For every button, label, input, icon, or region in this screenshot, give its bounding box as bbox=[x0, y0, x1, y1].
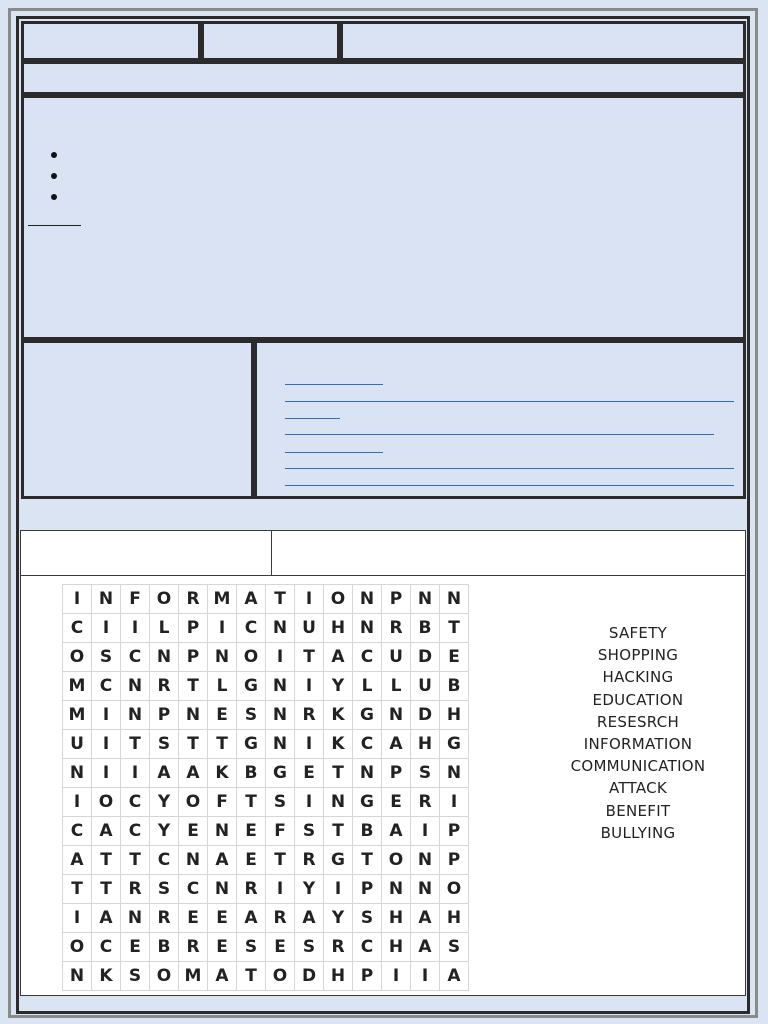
grid-cell: N bbox=[266, 701, 295, 730]
grid-cell: T bbox=[121, 730, 150, 759]
grid-cell: N bbox=[179, 846, 208, 875]
grid-cell: M bbox=[179, 962, 208, 991]
grid-cell: G bbox=[237, 730, 266, 759]
grid-cell: R bbox=[179, 585, 208, 614]
grid-cell: G bbox=[353, 788, 382, 817]
grid-cell: S bbox=[353, 904, 382, 933]
grid-cell: N bbox=[208, 817, 237, 846]
grid-cell: I bbox=[411, 817, 440, 846]
grid-cell: F bbox=[208, 788, 237, 817]
grid-cell: H bbox=[382, 933, 411, 962]
grid-cell: M bbox=[208, 585, 237, 614]
link-line[interactable] bbox=[285, 384, 383, 385]
grid-cell: D bbox=[295, 962, 324, 991]
grid-cell: K bbox=[208, 759, 237, 788]
grid-cell: B bbox=[237, 759, 266, 788]
wordsearch-name-field bbox=[20, 530, 272, 576]
grid-cell: P bbox=[150, 701, 179, 730]
links-box bbox=[254, 340, 746, 499]
grid-cell: C bbox=[92, 933, 121, 962]
grid-cell: Y bbox=[150, 788, 179, 817]
grid-cell: N bbox=[92, 585, 121, 614]
grid-cell: S bbox=[266, 788, 295, 817]
grid-cell: C bbox=[353, 643, 382, 672]
grid-cell: N bbox=[411, 875, 440, 904]
word-list-item: SAFETY bbox=[608, 624, 668, 642]
header-name-field bbox=[21, 21, 201, 61]
grid-cell: E bbox=[382, 788, 411, 817]
grid-cell: E bbox=[237, 817, 266, 846]
grid-cell: S bbox=[411, 759, 440, 788]
grid-cell: A bbox=[411, 933, 440, 962]
grid-cell: S bbox=[237, 933, 266, 962]
grid-cell: I bbox=[63, 585, 92, 614]
grid-cell: H bbox=[382, 904, 411, 933]
link-line[interactable] bbox=[285, 434, 714, 435]
word-list-item: BULLYING bbox=[600, 823, 676, 842]
grid-cell: B bbox=[411, 614, 440, 643]
grid-cell: I bbox=[295, 672, 324, 701]
grid-cell: P bbox=[382, 759, 411, 788]
grid-cell: I bbox=[63, 788, 92, 817]
grid-cell: B bbox=[440, 672, 469, 701]
grid-cell: C bbox=[150, 846, 179, 875]
grid-cell: O bbox=[324, 585, 353, 614]
bullet-dot-icon bbox=[51, 152, 57, 158]
grid-cell: N bbox=[121, 701, 150, 730]
grid-cell: O bbox=[92, 788, 121, 817]
grid-cell: T bbox=[266, 846, 295, 875]
grid-cell: C bbox=[353, 730, 382, 759]
grid-cell: F bbox=[121, 585, 150, 614]
grid-cell: L bbox=[382, 672, 411, 701]
grid-cell: D bbox=[411, 701, 440, 730]
grid-cell: E bbox=[208, 904, 237, 933]
grid-cell: A bbox=[324, 643, 353, 672]
grid-cell: T bbox=[179, 730, 208, 759]
grid-cell: P bbox=[440, 846, 469, 875]
grid-cell: N bbox=[63, 759, 92, 788]
grid-cell: N bbox=[411, 846, 440, 875]
word-list-item: COMMUNICATION bbox=[570, 757, 706, 776]
grid-cell: N bbox=[121, 672, 150, 701]
grid-cell: N bbox=[324, 788, 353, 817]
grid-cell: N bbox=[411, 585, 440, 614]
grid-cell: I bbox=[121, 614, 150, 643]
grid-cell: C bbox=[121, 817, 150, 846]
word-list-item: SHOPPING bbox=[597, 646, 679, 665]
grid-cell: I bbox=[295, 730, 324, 759]
grid-cell: H bbox=[411, 730, 440, 759]
grid-cell: T bbox=[92, 846, 121, 875]
grid-cell: N bbox=[208, 643, 237, 672]
grid-cell: E bbox=[121, 933, 150, 962]
subtitle-bar bbox=[21, 61, 746, 95]
grid-cell: I bbox=[92, 730, 121, 759]
grid-cell: S bbox=[150, 730, 179, 759]
grid-cell: S bbox=[440, 933, 469, 962]
grid-cell: T bbox=[92, 875, 121, 904]
main-content-box bbox=[21, 95, 746, 340]
grid-cell: U bbox=[411, 672, 440, 701]
grid-cell: R bbox=[266, 904, 295, 933]
grid-cell: T bbox=[63, 875, 92, 904]
grid-cell: I bbox=[324, 875, 353, 904]
grid-cell: C bbox=[353, 933, 382, 962]
grid-cell: O bbox=[150, 962, 179, 991]
grid-cell: T bbox=[237, 962, 266, 991]
header-date-field bbox=[201, 21, 340, 61]
grid-cell: T bbox=[353, 846, 382, 875]
grid-cell: U bbox=[295, 614, 324, 643]
grid-cell: T bbox=[266, 585, 295, 614]
grid-cell: O bbox=[63, 933, 92, 962]
grid-cell: H bbox=[324, 962, 353, 991]
word-list-item: ATTACK bbox=[608, 779, 668, 798]
grid-cell: R bbox=[411, 788, 440, 817]
word-list-item: HACKING bbox=[602, 668, 674, 687]
underline-rule bbox=[28, 225, 81, 226]
grid-cell: S bbox=[237, 701, 266, 730]
grid-cell: I bbox=[92, 701, 121, 730]
grid-cell: A bbox=[92, 817, 121, 846]
grid-cell: K bbox=[324, 730, 353, 759]
grid-cell: E bbox=[266, 933, 295, 962]
grid-cell: E bbox=[208, 933, 237, 962]
grid-cell: R bbox=[121, 875, 150, 904]
link-line[interactable] bbox=[285, 418, 340, 419]
grid-cell: I bbox=[295, 585, 324, 614]
grid-cell: N bbox=[440, 759, 469, 788]
grid-cell: T bbox=[295, 643, 324, 672]
grid-cell: B bbox=[353, 817, 382, 846]
grid-cell: R bbox=[179, 933, 208, 962]
grid-cell: C bbox=[92, 672, 121, 701]
grid-cell: M bbox=[63, 701, 92, 730]
grid-cell: B bbox=[150, 933, 179, 962]
grid-cell: N bbox=[266, 614, 295, 643]
grid-cell: I bbox=[382, 962, 411, 991]
word-list bbox=[568, 622, 708, 844]
grid-cell: I bbox=[63, 904, 92, 933]
grid-cell: R bbox=[382, 614, 411, 643]
grid-cell: E bbox=[208, 701, 237, 730]
grid-cell: A bbox=[295, 904, 324, 933]
grid-cell: P bbox=[179, 614, 208, 643]
link-line[interactable] bbox=[285, 468, 734, 469]
grid-cell: L bbox=[208, 672, 237, 701]
grid-cell: A bbox=[440, 962, 469, 991]
grid-cell: I bbox=[295, 788, 324, 817]
grid-cell: T bbox=[440, 614, 469, 643]
grid-cell: M bbox=[63, 672, 92, 701]
grid-cell: S bbox=[295, 933, 324, 962]
grid-cell: I bbox=[208, 614, 237, 643]
grid-cell: O bbox=[179, 788, 208, 817]
word-list-item: INFORMATION bbox=[583, 735, 693, 754]
grid-cell: I bbox=[92, 614, 121, 643]
grid-cell: G bbox=[237, 672, 266, 701]
grid-cell: T bbox=[324, 759, 353, 788]
grid-cell: N bbox=[63, 962, 92, 991]
grid-cell: A bbox=[150, 759, 179, 788]
grid-cell: R bbox=[295, 846, 324, 875]
grid-cell: N bbox=[353, 759, 382, 788]
grid-cell: C bbox=[121, 788, 150, 817]
grid-cell: S bbox=[295, 817, 324, 846]
grid-cell: D bbox=[411, 643, 440, 672]
grid-cell: E bbox=[440, 643, 469, 672]
grid-cell: N bbox=[179, 701, 208, 730]
grid-cell: L bbox=[150, 614, 179, 643]
grid-cell: A bbox=[237, 904, 266, 933]
grid-cell: O bbox=[63, 643, 92, 672]
grid-cell: G bbox=[353, 701, 382, 730]
grid-cell: Y bbox=[150, 817, 179, 846]
grid-cell: A bbox=[179, 759, 208, 788]
grid-cell: I bbox=[121, 759, 150, 788]
grid-cell: Y bbox=[295, 875, 324, 904]
grid-cell: A bbox=[237, 585, 266, 614]
grid-cell: E bbox=[179, 817, 208, 846]
grid-cell: C bbox=[179, 875, 208, 904]
grid-cell: Y bbox=[324, 904, 353, 933]
grid-cell: A bbox=[92, 904, 121, 933]
grid-cell: P bbox=[353, 875, 382, 904]
grid-cell: E bbox=[237, 846, 266, 875]
grid-cell: A bbox=[382, 817, 411, 846]
grid-cell: O bbox=[382, 846, 411, 875]
grid-cell: N bbox=[121, 904, 150, 933]
word-list-item: RESESRCH bbox=[596, 712, 680, 731]
grid-cell: A bbox=[208, 846, 237, 875]
grid-cell: G bbox=[440, 730, 469, 759]
grid-cell: K bbox=[324, 701, 353, 730]
link-line[interactable] bbox=[285, 401, 734, 402]
grid-cell: N bbox=[150, 643, 179, 672]
grid-cell: U bbox=[382, 643, 411, 672]
grid-cell: A bbox=[63, 846, 92, 875]
grid-cell: I bbox=[411, 962, 440, 991]
grid-cell: I bbox=[92, 759, 121, 788]
grid-cell: O bbox=[266, 962, 295, 991]
grid-cell: T bbox=[121, 846, 150, 875]
grid-cell: P bbox=[353, 962, 382, 991]
link-line[interactable] bbox=[285, 485, 734, 486]
grid-cell: N bbox=[266, 730, 295, 759]
grid-cell: P bbox=[440, 817, 469, 846]
header-title-field bbox=[340, 21, 746, 61]
grid-cell: P bbox=[382, 585, 411, 614]
grid-cell: A bbox=[382, 730, 411, 759]
grid-cell: N bbox=[353, 585, 382, 614]
grid-cell: K bbox=[92, 962, 121, 991]
grid-cell: R bbox=[324, 933, 353, 962]
grid-cell: T bbox=[179, 672, 208, 701]
grid-cell: H bbox=[324, 614, 353, 643]
grid-cell: Y bbox=[324, 672, 353, 701]
grid-cell: O bbox=[440, 875, 469, 904]
grid-cell: C bbox=[121, 643, 150, 672]
grid-cell: O bbox=[150, 585, 179, 614]
grid-cell: I bbox=[266, 643, 295, 672]
grid-cell: R bbox=[237, 875, 266, 904]
grid-cell: U bbox=[63, 730, 92, 759]
grid-cell: S bbox=[121, 962, 150, 991]
grid-cell: G bbox=[324, 846, 353, 875]
bullet-dot-icon bbox=[51, 173, 57, 179]
grid-cell: S bbox=[150, 875, 179, 904]
image-box bbox=[21, 340, 254, 499]
grid-cell: C bbox=[237, 614, 266, 643]
grid-cell: A bbox=[208, 962, 237, 991]
grid-cell: I bbox=[440, 788, 469, 817]
word-list-item: EDUCATION bbox=[592, 690, 684, 709]
grid-cell: I bbox=[266, 875, 295, 904]
grid-cell: G bbox=[266, 759, 295, 788]
grid-cell: C bbox=[63, 614, 92, 643]
wordsearch-grid bbox=[62, 584, 469, 991]
grid-cell: N bbox=[440, 585, 469, 614]
grid-cell: O bbox=[237, 643, 266, 672]
wordsearch-title-field bbox=[271, 530, 746, 576]
grid-cell: T bbox=[237, 788, 266, 817]
grid-cell: N bbox=[353, 614, 382, 643]
grid-cell: L bbox=[353, 672, 382, 701]
grid-cell: C bbox=[63, 817, 92, 846]
word-list-item: BENEFIT bbox=[605, 801, 671, 820]
grid-cell: R bbox=[150, 672, 179, 701]
grid-cell: H bbox=[440, 701, 469, 730]
grid-cell: H bbox=[440, 904, 469, 933]
grid-cell: N bbox=[266, 672, 295, 701]
grid-cell: A bbox=[411, 904, 440, 933]
grid-cell: N bbox=[382, 875, 411, 904]
bullet-dot-icon bbox=[51, 194, 57, 200]
grid-cell: R bbox=[150, 904, 179, 933]
grid-cell: E bbox=[179, 904, 208, 933]
grid-cell: N bbox=[382, 701, 411, 730]
grid-cell: F bbox=[266, 817, 295, 846]
grid-cell: N bbox=[208, 875, 237, 904]
grid-cell: E bbox=[295, 759, 324, 788]
grid-cell: T bbox=[208, 730, 237, 759]
grid-cell: P bbox=[179, 643, 208, 672]
link-line[interactable] bbox=[285, 452, 383, 453]
grid-cell: S bbox=[92, 643, 121, 672]
grid-cell: R bbox=[295, 701, 324, 730]
grid-cell: T bbox=[324, 817, 353, 846]
